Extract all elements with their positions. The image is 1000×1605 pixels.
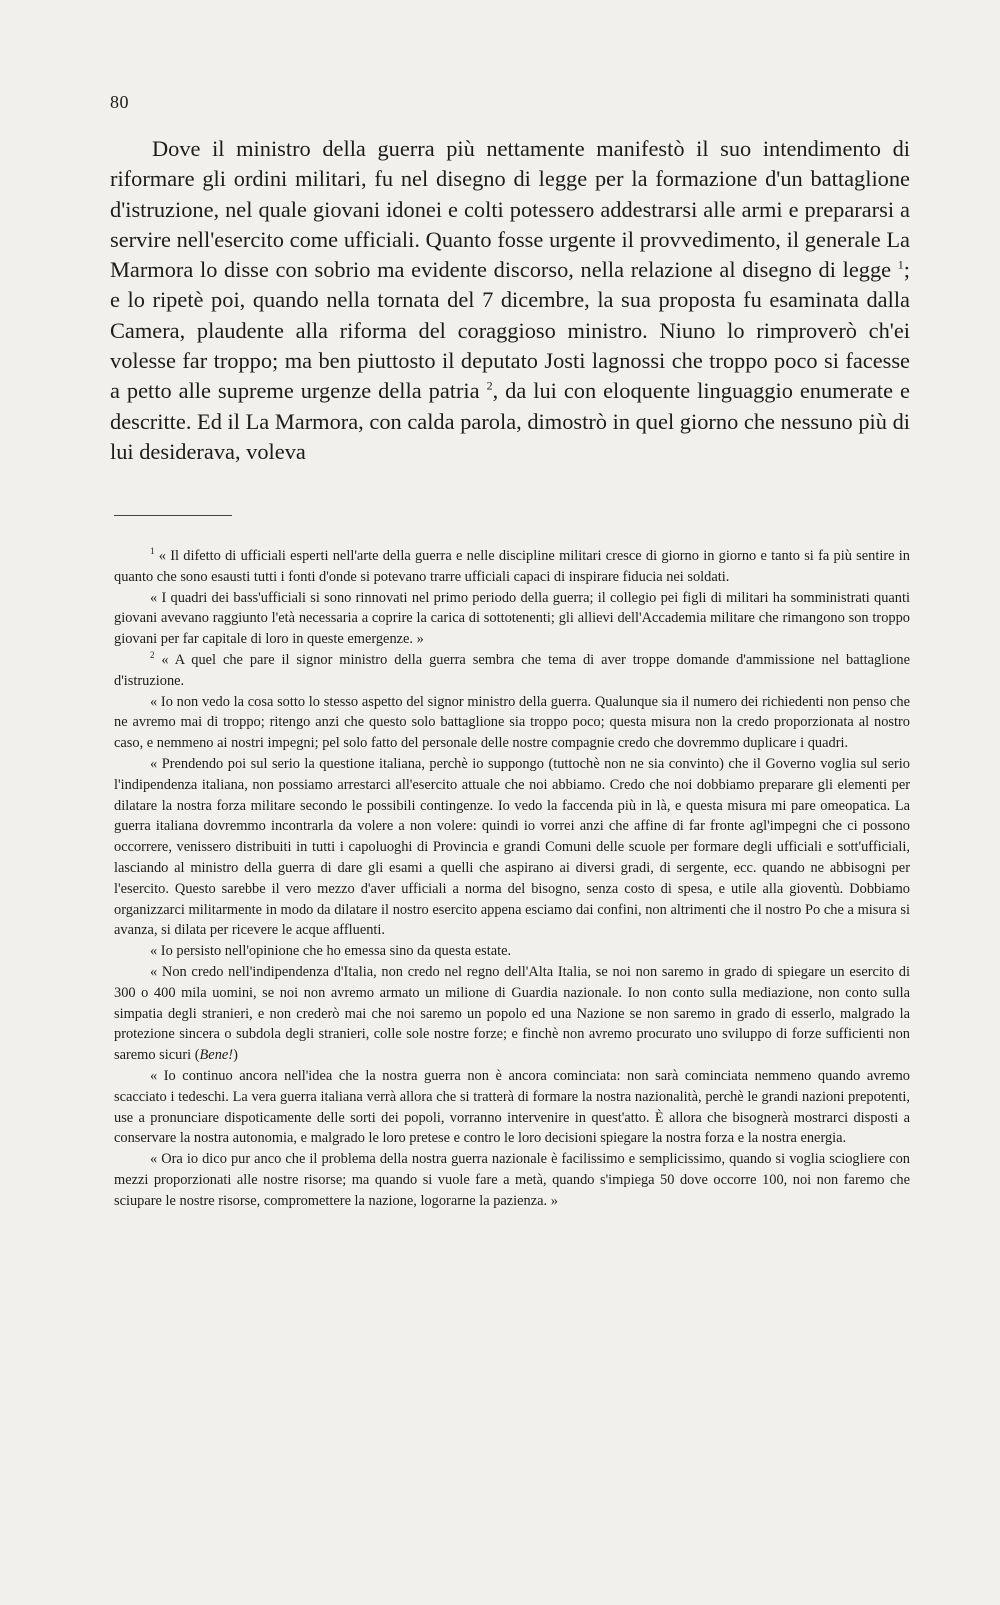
footnote-ref-1: 1 (897, 257, 904, 272)
footnote-2-paragraph-1 (114, 650, 910, 692)
applause-note: Bene! (199, 1047, 234, 1064)
footnote-2-paragraph-4: « Io persisto nell'opinione che ho emessa sino da questa estate. (150, 943, 512, 960)
main-paragraph (110, 134, 910, 467)
main-text-part-2: ; e lo ripetè poi, quando nella tornata del 7 dicembre, la sua proposta fu esaminata dalla Camera, plaudente alla riforma del coraggioso ministro. Niuno lo rimproverò ch'ei volesse far troppo; ma ben piuttosto il deputato Josti lagnossi che troppo poco si facesse a petto alle supreme urgenze della patria (110, 257, 910, 404)
footnote-2-paragraph-2: « Io non vedo la cosa sotto lo stesso aspetto del signor ministro della guerra. Qualunque sia il numero dei richiedenti non penso che ne avremo mai di troppo; ritengo anzi che questo solo battaglione sia troppo poco; questa misura non la credo proporzionata al nostro caso, e nemmeno ai nostri impegni; pel solo fatto del personale delle nostre compagnie credo che dovremmo duplicare i quadri. (114, 693, 910, 752)
footnote-2-paragraph-3: « Prendendo poi sul serio la questione italiana, perchè io suppongo (tuttochè non ne sia convinto) che il Governo voglia sul serio l'indipendenza italiana, non possiamo arrestarci all'esercito attuale che noi abbiamo. Credo che noi dobbiamo preparare gli elementi per dilatare la nostra forza militare secondo le possibili contingenze. Io vedo la faccenda più in là, e questa misura mi pare omeopatica. La guerra italiana dovremmo incontrarla da volere a non volere: quindi io vorrei anzi che affine di far fronte agl'impegni che ci possono occorrere, venissero distribuiti in tutti i capoluoghi di Provincia e grandi Comuni delle scuole per formare degli ufficiali e sott'ufficiali, lasciando al ministro della guerra di dare gli esami a quelli che aspirano ai diversi gradi, di sergente, ecc. quando ne abbisogni per l'esercito. Questo sarebbe il vero mezzo d'aver ufficiali a norma del bisogno, senza costo di spesa, e utile alla gioventù. Dobbiamo organizzarci militarmente in modo da dilatare il nostro esercito appena esciamo dai confini, non altrimenti che il nostro Po che a misura si avanza, si dilata per ricevere le acque affluenti. (114, 755, 910, 939)
footnote-2-text-1: « A quel che pare il signor ministro della guerra sembra che tema di aver troppe domande d'ammissione nel battaglione d'istruzione. (114, 651, 910, 689)
footnote-2-marker: 2 (150, 650, 155, 661)
footnote-2-text-5: « Non credo nell'indipendenza d'Italia, non credo nel regno dell'Alta Italia, se noi non saremo in grado di spiegare un esercito di 300 o 400 mila uomini, se noi non avremo armato un milione di Guardia nazionale. Io non conto sulla mediazione, non conto sulla simpatia degli stranieri, e non crederò mai che noi saremo un popolo ed una Nazione se non saremo in grado di esserlo, malgrado la protezione sincera o subdola degli stranieri, colle sole nostre forze; e finchè non avremo procurato uno sviluppo di forze sufficienti non saremo sicuri ( (114, 963, 910, 1064)
footnote-2-text-5-end: ) (233, 1047, 238, 1064)
footnotes (114, 546, 910, 1212)
footnote-1-paragraph-2: « I quadri dei bass'ufficiali si sono rinnovati nel primo periodo della guerra; il collegio pei figli di militari ha somministrati quanti giovani avevano raggiunto l'età necessaria a coprire la carica di sottotenenti; gli allievi dell'Accademia militare che rimangono son troppo giovani per far capitale di loro in queste emergenze. » (114, 589, 910, 648)
footnote-ref-2: 2 (486, 378, 493, 393)
page-number: 80 (110, 92, 129, 112)
main-text-part-3: , da lui con eloquente linguaggio enumerate e descritte. Ed il La Marmora, con calda parola, dimostrò in quel giorno che nessuno più di lui desiderava, voleva (110, 378, 910, 464)
footnote-2-paragraph-6: « Io continuo ancora nell'idea che la nostra guerra non è ancora cominciata: non sarà cominciata nemmeno quando avremo scacciato i tedeschi. La vera guerra italiana verrà allora che si tratterà di formare la nostra nazionalità, perchè le grandi nazioni prepotenti, use a pronunciare dispoticamente delle sorti dei popoli, vorranno intervenire in quest'atto. È allora che bisognerà mostrarci disposti a conservare la nostra autonomia, e malgrado le loro pretese e contro le loro decisioni spiegare la nostra forza e la nostra energia. (114, 1067, 910, 1147)
footnote-1-paragraph-1 (114, 546, 910, 588)
footnote-separator (114, 515, 232, 516)
footnote-2-paragraph-5 (114, 962, 910, 1066)
footnote-1-text-1: « Il difetto di ufficiali esperti nell'arte della guerra e nelle discipline militari cresce di giorno in giorno e tanto si fa più sentire in quanto che sono esausti tutti i fonti d'onde si potevano trarre ufficiali capaci di inspirare fiducia nei soldati. (114, 548, 910, 585)
main-text-part-1: Dove il ministro della guerra più nettamente manifestò il suo intendimento di riformare gli ordini militari, fu nel disegno di legge per la formazione d'un battaglione d'istruzione, nel quale giovani idonei e colti potessero addestrarsi alle armi e prepararsi a servire nell'esercito come ufficiali. Quanto fosse urgente il provvedimento, il generale La Marmora lo disse con sobrio ma evidente discorso, nella relazione al disegno di legge (110, 136, 910, 283)
footnote-1-marker: 1 (150, 546, 155, 557)
footnote-2-paragraph-7: « Ora io dico pur anco che il problema della nostra guerra nazionale è facilissimo e semplicissimo, quando si voglia sciogliere con mezzi proporzionati alle nostre risorse; ma quando si vuole fare a metà, quando s'impiega 50 dove occorre 100, noi non faremo che sciupare le nostre risorse, compromettere la nazione, logorarne la pazienza. » (114, 1151, 910, 1209)
